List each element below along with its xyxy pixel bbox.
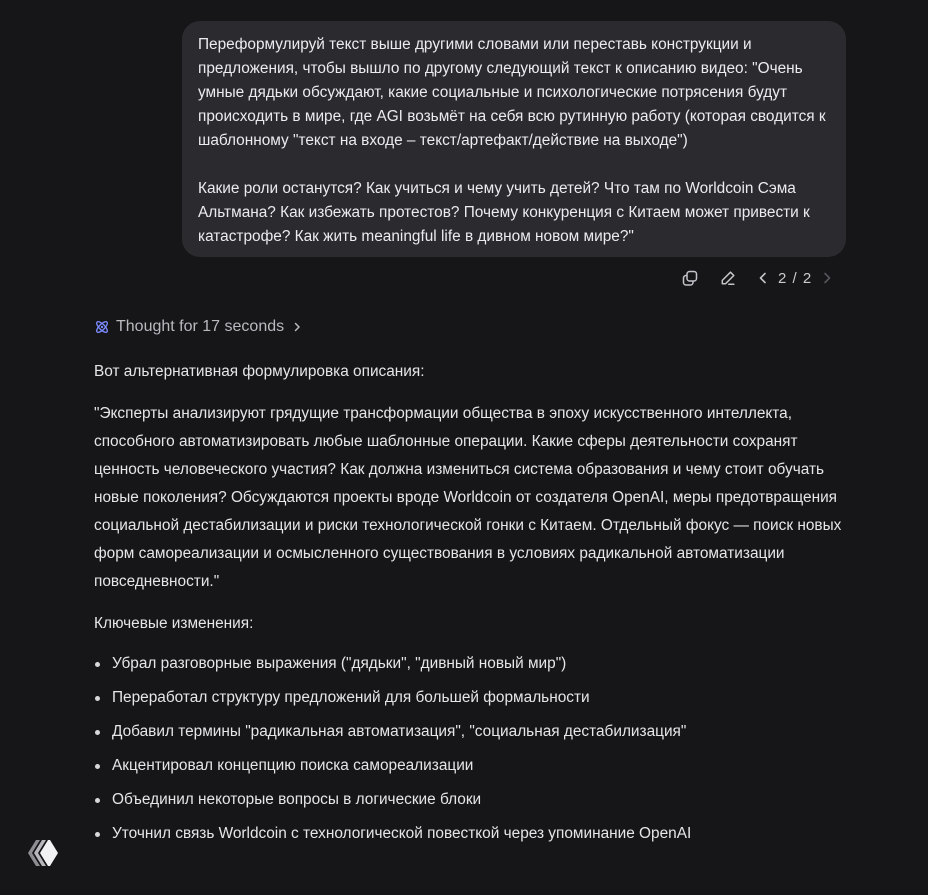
chevron-left-icon (757, 271, 769, 285)
edit-button[interactable] (714, 266, 742, 290)
user-message-paragraph-2: Какие роли останутся? Как учиться и чему учить детей? Что там по Worldcoin Сэма Альтмана? Как избежать протестов? Почему конкуренция с Китаем может привести к катастрофе? Как жить meaningful life в дивном новом мире?" (198, 180, 810, 245)
list-item: Акцентировал концепцию поиска самореализации (94, 752, 854, 780)
list-item: Уточнил связь Worldcoin с технологической повесткой через упоминание OpenAI (94, 820, 854, 848)
previous-version-button[interactable] (752, 266, 774, 290)
answer-quote: "Эксперты анализируют грядущие трансформации общества в эпоху искусственного интеллекта, способного автоматизировать любые шаблонные операции. Какие сферы деятельности сохранят ценность человеческого участия? Как должна измениться система образования и чему стоит обучать новые поколения? Обсуждаются проекты вроде Worldcoin от создателя OpenAI, меры предотвращения социальной дестабилизации и риски технологической гонки с Китаем. Отдельный фокус — поиск новых форм самореализации и осмысленного существования в условиях радикальной автоматизации повседневности." (94, 405, 842, 590)
message-actions (676, 266, 838, 290)
user-message-bubble (182, 21, 846, 257)
list-item: Добавил термины "радикальная автоматизация", "социальная дестабилизация" (94, 718, 854, 746)
chevron-right-icon (292, 321, 302, 333)
app-logo-icon (26, 836, 60, 870)
assistant-answer (94, 358, 854, 854)
list-item: Убрал разговорные выражения ("дядьки", "дивный новый мир") (94, 650, 854, 678)
atom-icon (94, 319, 110, 335)
copy-button[interactable] (676, 266, 704, 290)
next-version-button[interactable] (816, 266, 838, 290)
edit-icon (719, 269, 737, 287)
answer-intro: Вот альтернативная формулировка описания: (94, 363, 425, 380)
list-item: Объединил некоторые вопросы в логические блоки (94, 786, 854, 814)
version-pager: 2 / 2 (778, 269, 813, 287)
changes-list (94, 650, 854, 848)
list-item: Переработал структуру предложений для большей формальности (94, 684, 854, 712)
chevron-right-icon (821, 271, 833, 285)
user-message-paragraph-1: Переформулируй текст выше другими словами или переставь конструкции и предложения, чтобы вышло по другому следующий текст к описанию видео: "Очень умные дядьки обсуждают, какие социальные и психологические потрясения будут происходить в мире, где AGI возьмёт на себя всю рутинную работу (которая сводится к шаблонному "текст на входе – текст/артефакт/действие на выходе") (198, 36, 826, 149)
copy-icon (681, 269, 699, 287)
changes-heading: Ключевые изменения: (94, 615, 254, 632)
thought-label: Thought for 17 seconds (116, 318, 285, 335)
thought-toggle[interactable] (94, 316, 302, 338)
